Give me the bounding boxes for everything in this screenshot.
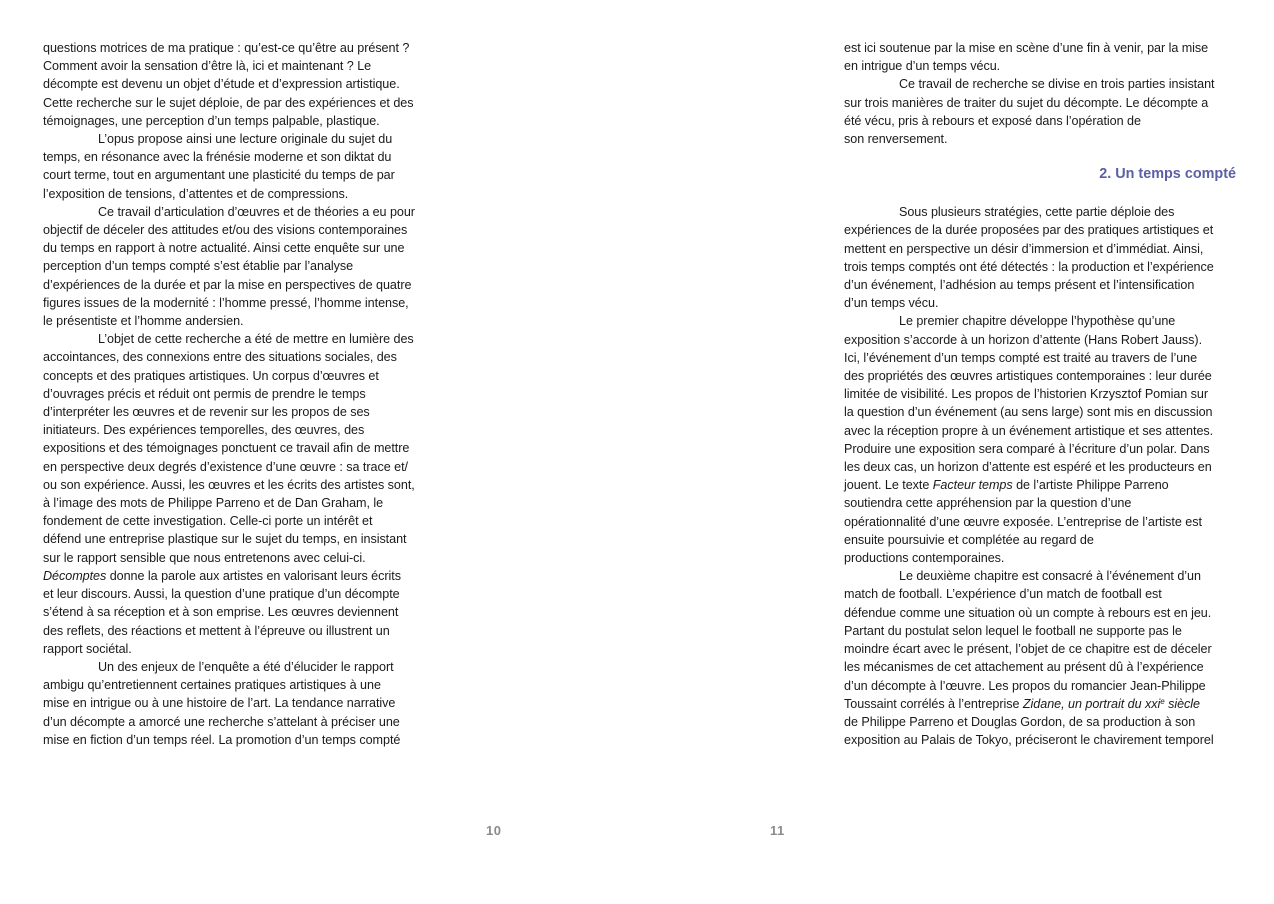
page-number-right: 11 [770,823,785,838]
paragraph-text: de Philippe Parreno et Douglas Gordon, de sa production à son exposition au Palais de Tokyo, préciseront le chavirement temporel [844,714,1214,748]
italic-title-text: Zidane, un portrait du xxi [1022,696,1161,711]
left-paragraph-3 [43,203,435,330]
paragraph-text: Ce travail d’articulation d’œuvres et de théories a eu pour objectif de déceler des attitudes et/ou des visions contemporaines du temps en rapport à notre actualité. Ainsi cette enquête sur une perception d’un temps compté s’est établie par l’analyse d’expériences de la durée et par la mise en perspectives de quatre figures issues de la modernité : l’homme pressé, l’homme intense, le présentiste et l’homme andersien. [43,204,415,329]
left-paragraph-4 [43,330,435,567]
paragraph-text: L’opus propose ainsi une lecture originale du sujet du temps, en résonance avec la frénésie moderne et son diktat du court terme, tout en argumentant une plasticité du temps de par l’exposition de tensions, d’attentes et de compressions. [43,132,395,201]
italic-title: Décomptes [43,568,107,583]
paragraph-text: de l’artiste Philippe Parreno soutiendra cette appréhension par la question d’une opérationnalité d’une œuvre exposée. L’entreprise de l’artiste est ensuite poursuivie et complétée au regard de productions contemporaines. [844,478,1202,566]
right-paragraph-2 [844,75,1236,148]
italic-title: Facteur temps [932,478,1013,493]
page-number-left: 10 [486,823,502,838]
left-paragraph-2 [43,130,435,203]
paragraph-text: questions motrices de ma pratique : qu’est-ce qu’être au présent ? Comment avoir la sensation d’être là, ici et maintenant ? Le décompte est devenu un objet d’étude et d’expression artistique. Cette recherche sur le sujet déploie, de par des expériences et des témoignages, une perception d’un temps palpable, plastique. [43,41,414,128]
paragraph-text: Ce travail de recherche se divise en trois parties insistant sur trois manières de traiter du sujet du décompte. Le décompte a été vécu, pris à rebours et exposé dans l’opération de son renversement. [844,77,1215,147]
right-paragraph-1 [844,39,1236,75]
left-text-column [43,39,435,749]
section-heading: 2. Un temps compté [1099,166,1236,183]
paragraph-text: est ici soutenue par la mise en scène d’une fin à venir, par la mise en intrigue d’un temps vécu. [844,41,1209,74]
right-text-column [844,39,1236,749]
italic-title-text: siècle [1164,696,1200,711]
right-paragraph-3 [844,203,1236,312]
left-paragraph-5 [43,567,435,658]
right-paragraph-4 [844,312,1236,567]
right-paragraph-5 [844,567,1236,749]
paragraph-text: Sous plusieurs stratégies, cette partie déploie des expériences de la durée proposées par des pratiques artistiques et mettent en perspective un désir d’immersion et d’immédiat. Ainsi, trois temps comptés ont été détectés : la production et l’expérience d’un événement, l’adhésion au temps présent et l’intensification d’un temps vécu. [844,205,1214,311]
paragraph-text: Le premier chapitre développe l’hypothèse qu’une exposition s’accorde à un horizon d’attente (Hans Robert Jauss). Ici, l’événement d’un temps compté est traité au travers de l’une des propriétés des œuvres artistiques contemporaines : leur durée limitée de visibilité. Les propos de l’historien Krzysztof Pomian sur la question d’un événement (au sens large) sont mis en discussion avec la réception propre à un événement artistique et ses attentes. Produire une exposition sera comparé à l’écriture d’un polar. Dans les deux cas, un horizon d’attente est espéré et les producteurs en jouent. Le texte [844,314,1214,493]
superscript: e [1160,696,1165,706]
italic-title [1023,697,1200,711]
paragraph-text: Le deuxième chapitre est consacré à l’événement d’un match de football. L’expérience d’un match de football est défendue comme une situation où un compte à rebours est en jeu. Partant du postulat selon lequel le football ne supporte pas le moindre écart avec le présent, l’objet de ce chapitre est de déceler les mécanismes de cet attachement au présent dû à l’expérience d’un décompte à l’œuvre. Les propos du romancier Jean-Philippe Toussaint corrélés à l’entreprise [844,569,1212,711]
paragraph-text: Un des enjeux de l’enquête a été d’élucider le rapport ambigu qu’entretiennent certaines pratiques artistiques à une mise en intrigue ou à une histoire de l’art. La tendance narrative d’un décompte a amorcé une recherche s’attelant à préciser une mise en fiction d’un temps réel. La promotion d’un temps compté [43,659,401,747]
left-paragraph-1 [43,39,435,130]
paragraph-text: donne la parole aux artistes en valorisant leurs écrits et leur discours. Aussi, la question d’une pratique d’un décompte s’étend à sa réception et à son emprise. Les œuvres deviennent des reflets, des réactions et mettent à l’épreuve ou illustrent un rapport sociétal. [43,568,401,656]
paragraph-text: L’objet de cette recherche a été de mettre en lumière des accointances, des connexions entre des situations sociales, des concepts et des pratiques artistiques. Un corpus d’œuvres et d’ouvrages précis et réduit ont permis de prendre le temps d’interpréter les œuvres et de revenir sur les propos de ses initiateurs. Des expériences temporelles, des œuvres, des expositions et des témoignages ponctuent ce travail afin de mettre en perspective deux degrés d’existence d’une œuvre : sa trace et/ ou son expérience. Aussi, les œuvres et les écrits des artistes sont, à l’image des mots de Philippe Parreno et de Dan Graham, le fondement de cette investigation. Celle-ci porte un intérêt et défend une entreprise plastique sur le sujet du temps, en insistant sur le rapport sensible que nous entretenons avec celui-ci. [43,332,415,565]
right-page [637,0,1274,904]
left-paragraph-6 [43,658,435,749]
